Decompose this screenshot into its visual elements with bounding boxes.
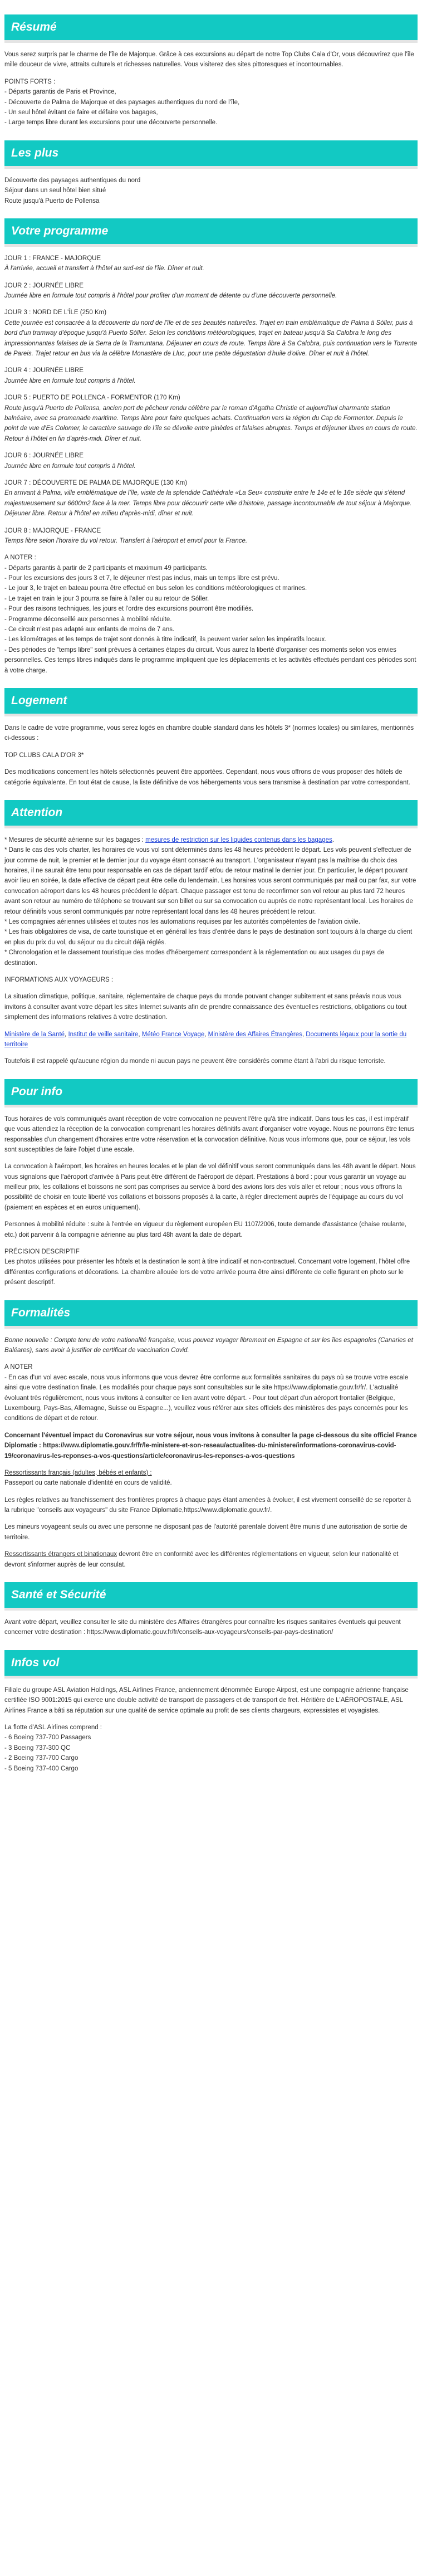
day-block — [4, 451, 418, 471]
link-veille-sanitaire[interactable]: Institut de veille sanitaire — [68, 1031, 139, 1038]
link-affaires-etrangeres[interactable]: Ministère des Affaires Étrangères — [208, 1031, 302, 1038]
section-logement — [0, 688, 422, 788]
day-heading: JOUR 2 : JOURNÉE LIBRE — [4, 282, 84, 289]
day-heading: JOUR 7 : DÉCOUVERTE DE PALMA DE MAJORQUE (130 Km) — [4, 479, 188, 486]
attention-text: La situation climatique, politique, sanitaire, réglementaire de chaque pays du monde pouvant changer subitement et sans préavis nous vous invitons à consulter avant votre départ les sites Internet suivants afin de prendre connaissance des éventuelles restrictions, obligations ou tout simplement des informations relatives à votre destination. — [4, 993, 407, 1021]
nationals-heading: Ressortissants français (adultes, bébés et enfants) : — [4, 1469, 152, 1476]
day-block — [4, 281, 418, 301]
formalites-text: Passeport ou carte nationale d'identité en cours de validité. — [4, 1480, 172, 1487]
divider — [4, 1608, 418, 1611]
logement-text: Dans le cadre de votre programme, vous serez logés en chambre double standard dans les hôtels 3* (normes locales) ou similaires, mentionnés ci-dessous : — [4, 724, 414, 742]
section-title-attention: Attention — [4, 800, 418, 826]
formalites-text: Les mineurs voyageant seuls ou avec une personne ne disposant pas de l'autorité parentale doivent être munis d'une autorisation de sortie de territoire. — [4, 1524, 408, 1541]
section-pour-info — [0, 1079, 422, 1288]
section-title-infos-vol: Infos vol — [4, 1650, 418, 1676]
note-item: - Des périodes de "temps libre" sont prévues à certaines étapes du circuit. Vous aurez la liberté d'organiser ces moments selon vos envies personnelles. Ces temps libres indiqués dans le programme impliquent que les déplacements et les activités effectués pendant ces périodes sont à votre charge. — [4, 646, 416, 674]
info-text: Personnes à mobilité réduite : suite à l'entrée en vigueur du règlement européen EU 1107/2006, toute demande d'assistance (chaise roulante, etc.) doit parvenir à la compagnie aérienne au plus tard 48h avant la date de départ. — [4, 1221, 407, 1238]
divider — [4, 40, 418, 43]
section-resume — [0, 14, 422, 128]
section-title-pour-info: Pour info — [4, 1079, 418, 1105]
day-heading: JOUR 6 : JOURNÉE LIBRE — [4, 452, 84, 460]
fleet-title: La flotte d'ASL Airlines comprend : — [4, 1724, 102, 1731]
note-item: - Le trajet en train le jour 3 pourra se faire à l'aller ou au retour de Sóller. — [4, 595, 209, 602]
formalites-text: Bonne nouvelle : Compte tenu de votre nationalité française, vous pouvez voyager librement en Espagne et sur les îles espagnoles (Canaries et Baléares), sans avoir à justifier de certificat de vaccination Covid. — [4, 1336, 413, 1354]
fleet-item: - 6 Boeing 737-700 Passagers — [4, 1734, 91, 1741]
day-heading: JOUR 8 : MAJORQUE - FRANCE — [4, 527, 101, 534]
formalites-text: - En cas d'un vol avec escale, nous vous informons que vous devrez être conforme aux formalités sanitaires du pays où se trouve votre escale ainsi que votre destination finale. Les modalités pour chaque pays sont consultables sur le site https://www.diplomatie.gouv.fr/fr/. L'actualité évoluant très régulièrement, nous vous invitons à consulter ce lien avant votre départ. - Pour tout départ d'un aéroport frontalier (Belgique, Luxembourg, Pays-Bas, Allemagne, Suisse ou Espagne...), veuillez vous référer aux sites officiels des ministères des pays concernés pour les conditions de départ et de retour. — [4, 1374, 409, 1422]
point-item: - Un seul hôtel évitant de faire et défaire vos bagages, — [4, 109, 158, 116]
note-item: - Pour les excursions des jours 3 et 7, le déjeuner n'est pas inclus, mais un temps libre est prévu. — [4, 575, 279, 582]
formalites-note-title: A NOTER — [4, 1364, 33, 1371]
attention-text: Toutefois il est rappelé qu'aucune région du monde ni aucun pays ne peuvent être considérés comme étant à l'abri du risque terroriste. — [4, 1058, 386, 1065]
info-text: La convocation à l'aéroport, les horaires en heures locales et le plan de vol définitif vous seront communiqués dans les 48h avant le départ. Nous vous signalons que l'aéroport d'arrivée à Paris peut être différent de l'aéroport de départ. Prestations à bord : pour vous garantir un voyage au meilleur prix, les collations et boissons ne sont pas comprises au service à bord des avions lors des vols aller et retour ; nous vous offrons la possibilité de choisir en toute liberté vos collations et boissons proposés à la carte, à régler directement auprès de l'équipage au cours du vol (paiement en espèces et en euros uniquement). — [4, 1163, 416, 1211]
info-text: Tous horaires de vols communiqués avant réception de votre convocation ne peuvent l'être qu'à titre indicatif. Dans tous les cas, il est impératif que vous attendiez la réception de la convocation comprenant les horaires définitifs avant d'organiser votre voyage. Nous ne pourrons être tenus responsables d'un changement d'horaires entre votre réservation et la convocation définitive. Nous vous informons que, pour ce séjour, les vols sont susceptibles de faire l'objet d'une escale. — [4, 1115, 415, 1153]
day-block — [4, 526, 418, 547]
info-text: Les photos utilisées pour présenter les hôtels et la destination le sont à titre indicatif et non-contractuel. Concernant votre logement, l'hôtel offre différentes configurations et décorations. La chambre allouée lors de votre arrivée pourra être ainsi différente de celle figurant en photo sur le présent descriptif. — [4, 1258, 410, 1286]
attention-paragraphs — [4, 835, 418, 968]
airline-text: Filiale du groupe ASL Aviation Holdings, ASL Airlines France, anciennement dénommée Europe Airpost, est une compagnie aérienne française certifiée ISO 9001:2015 qui exerce une double activité de transport de passagers et de transport de fret. Héritière de L'AÉROPOSTALE, ASL Airlines France a bâti sa réputation sur une qualité de service optimale au profit de ses clients chargeurs, expressistes et voyagistes. — [4, 1686, 409, 1714]
divider — [4, 1326, 418, 1329]
section-programme — [0, 218, 422, 676]
day-text: Temps libre selon l'horaire du vol retour. Transfert à l'aéroport et envol pour la France. — [4, 537, 248, 544]
formalites-text: devront être en conformité avec les différentes réglementations en vigueur, selon leur nationalité et devront s'informer auprès de leur consulat. — [4, 1551, 399, 1568]
day-text: Route jusqu'à Puerto de Pollensa, ancien port de pêcheur rendu célèbre par le roman d'Agatha Christie et aujourd'hui charmante station balnéaire, avec sa promenade maritime. Temps libre pour faire quelques achats. Continuation vers la région du Cap de Formentor. Depuis le point de vue d'Es Colomer, le caractère sauvage de l'île se dévoile entre pinèdes et falaises abruptes. Temps et déjeuner libres en cours de route. Retour à l'hôtel en fin d'après-midi. Dîner et nuit. — [4, 404, 418, 442]
note-item: - Programme déconseillé aux personnes à mobilité réduite. — [4, 616, 172, 623]
attention-text: * Chronologation et le classement touristique des modes d'hébergement correspondent à la réglementation ou aux usages du pays de destination. — [4, 949, 385, 967]
day-heading: JOUR 1 : FRANCE - MAJORQUE — [4, 255, 101, 262]
section-les-plus — [0, 140, 422, 206]
day-block — [4, 393, 418, 444]
section-infos-vol — [0, 1650, 422, 1774]
points-title: POINTS FORTS : — [4, 78, 56, 85]
plus-item: Découverte des paysages authentiques du nord — [4, 177, 141, 184]
point-item: - Départs garantis de Paris et Province, — [4, 89, 116, 96]
hotel-name: TOP CLUBS CALA D'OR 3* — [4, 752, 84, 759]
coronavirus-notice: Concernant l'éventuel impact du Coronavirus sur votre séjour, nous vous invitons à consulter la page ci-dessous du site officiel France Diplomatie : https://www.diplomatie.gouv.fr/fr/le-ministere-et-son-reseau/actualites-du-ministere/informations-coronavirus-covid-19/coronavirus-les-reponses-a-vos-questions/article/coronavirus-les-reponses-a-vos-questions — [4, 1432, 417, 1460]
liquids-link[interactable]: mesures de restriction sur les liquides contenus dans les bagages — [145, 836, 332, 843]
section-title-logement: Logement — [4, 688, 418, 714]
note-item: - Pour des raisons techniques, les jours et l'ordre des excursions pourront être modifiés. — [4, 606, 254, 613]
day-block — [4, 308, 418, 359]
day-heading: JOUR 5 : PUERTO DE POLLENCA - FORMENTOR (170 Km) — [4, 394, 180, 402]
attention-text: * Dans le cas des vols charter, les horaires de vous vol sont déterminés dans les 48 heures précédent le départ. Les vols peuvent s'effectuer de jour comme de nuit, le premier et le dernier jour du voyage étant consacré au transport. L'organisateur n'ayant pas la maîtrise du choix des horaires, il ne saurait être tenu pour responsable en cas de départ tardif et/ou de retour matinal le dernier jour. En particulier, le départ pouvant avoir lieu en soirée, la date effective de départ peut être celle du lendemain. Les horaires vous seront communiqués par mail ou par fax, sur votre convocation aéroport dans les 48 heures précédent le départ. Chaque passager est tenu de reconfirmer son vol retour au plus tard 72 heures avant son retour au numéro de téléphone se trouvant sur son billet ou sur sa convocation ou auprès de notre représentant local. Les horaires de retour définitifs vous seront communiqués par notre représentant local dans les 48 heures précédent le retour. — [4, 847, 416, 915]
day-block — [4, 365, 418, 386]
sante-text: Avant votre départ, veuillez consulter le site du ministère des Affaires étrangères pour connaître les risques sanitaires éventuels qui peuvent concerner votre destination : https://www.diplomatie.gouv.fr/fr/conseils-aux-voyageurs/conseils-par-pays-destination/ — [4, 1619, 401, 1636]
day-block — [4, 253, 418, 274]
note-title: A NOTER : — [4, 554, 36, 562]
divider — [4, 1105, 418, 1108]
attention-text: * Mesures de sécurité aérienne sur les bagages : — [4, 836, 146, 843]
attention-text: * Les compagnies aériennes utilisées et toutes nos les automations requises par les autorités compétentes de l'aviation civile. — [4, 919, 360, 926]
link-documents-legaux[interactable]: Documents légaux pour la sortie du territoire — [4, 1031, 407, 1048]
formalites-text: Les règles relatives au franchissement des frontières propres à chaque pays étant amenées à évoluer, il est vivement conseillé de se reporter à la rubrique "conseils aux voyageurs" du site France Diplomatie,https://www.diplomatie.gouv.fr/. — [4, 1496, 411, 1514]
point-item: - Large temps libre durant les excursions pour une découverte personnelle. — [4, 119, 218, 126]
divider — [4, 166, 418, 169]
precision-title: PRÉCISION DESCRIPTIF — [4, 1248, 80, 1256]
section-attention — [0, 800, 422, 1067]
link-sante[interactable]: Ministère de la Santé — [4, 1031, 65, 1038]
note-item: - Départs garantis à partir de 2 participants et maximum 49 participants. — [4, 564, 208, 572]
attention-text: . — [332, 836, 334, 843]
section-title-resume: Résumé — [4, 14, 418, 40]
section-title-les-plus: Les plus — [4, 140, 418, 166]
day-heading: JOUR 4 : JOURNÉE LIBRE — [4, 367, 84, 374]
day-text: Journée libre en formule tout compris à l'hôtel pour profiter d'un moment de détente ou d'une découverte personnelle. — [4, 292, 337, 300]
divider — [4, 244, 418, 247]
section-formalites — [0, 1300, 422, 1570]
section-title-sante: Santé et Sécurité — [4, 1582, 418, 1608]
link-meteo[interactable]: Météo France Voyage — [141, 1031, 205, 1038]
foreigners-heading: Ressortissants étrangers et binationaux — [4, 1551, 117, 1558]
logement-text: Des modifications concernent les hôtels sélectionnés peuvent être apportées. Cependant, nous vous offrons de vous proposer des hôtels de catégorie équivalente. En tout état de cause, la liste définitive de vos hébergements vous sera transmise à destination par votre correspondant. — [4, 769, 410, 786]
section-title-formalites: Formalités — [4, 1300, 418, 1326]
day-text: Journée libre en formule tout compris à l'hôtel. — [4, 377, 136, 384]
section-title-programme: Votre programme — [4, 218, 418, 244]
day-heading: JOUR 3 : NORD DE L'ÎLE (250 Km) — [4, 309, 107, 316]
day-text: À l'arrivée, accueil et transfert à l'hôtel au sud-est de l'île. Dîner et nuit. — [4, 265, 204, 272]
fleet-item: - 2 Boeing 737-700 Cargo — [4, 1755, 78, 1762]
day-text: En arrivant à Palma, ville emblématique de l'île, visite de la splendide Cathédrale «La Seu» construite entre le 14e et le 16e siècle qui s'étend majestueusement sur 6600m2 face à la mer. Temps libre pour découvrir cette ville d'histoire, passage incontournable de tout séjour à Majorque. Déjeuner libre. Retour à l'hôtel en milieu d'après-midi, dîner et nuit. — [4, 490, 412, 518]
divider — [4, 714, 418, 716]
day-text: Journée libre en formule tout compris à l'hôtel. — [4, 462, 136, 470]
plus-item: Route jusqu'à Puerto de Pollensa — [4, 197, 100, 204]
divider — [4, 1676, 418, 1679]
attention-text: * Les frais obligatoires de visa, de carte touristique et en général les frais d'entrée dans le pays de destination sont toujours à la charge du client en plus du prix du vol, du séjour ou du circuit déjà réglés. — [4, 929, 413, 946]
section-sante — [0, 1582, 422, 1638]
plus-item: Séjour dans un seul hôtel bien situé — [4, 187, 106, 194]
day-block — [4, 478, 418, 519]
note-item: - Les kilométrages et les temps de trajet sont donnés à titre indicatif, ils peuvent varier selon les impératifs locaux. — [4, 636, 327, 643]
official-links: Ministère de la Santé, Institut de veille sanitaire, Météo France Voyage, Ministère des Affaires Étrangères, Documents légaux pour la sortie du territoire — [4, 1031, 407, 1048]
note-item: - Le jour 3, le trajet en bateau pourra être effectué en bus selon les conditions météorologiques et marines. — [4, 585, 307, 592]
note-item: - Ce circuit n'est pas adapté aux enfants de moins de 7 ans. — [4, 626, 175, 633]
day-text: Cette journée est consacrée à la découverte du nord de l'île et de ses beautés naturelles. Trajet en train emblématique de Palma à Sóller, puis à bord d'un tramway d'époque jusqu'à Puerto Sóller. Selon les conditions météorologiques, trajet en bateau jusqu'à Sa Calobra le long des impressionnantes falaises de la Serra de la Tramuntana. Déjeuner en cours de route. Temps libre à Sa Calobra, puis continuation vers le Torrente de Pareis. Trajet retour en bus via la célèbre Monastère de Lluc, pour une petite dégustation d'huile d'olive. Dîner et nuit à l'hôtel. — [4, 319, 418, 358]
divider — [4, 826, 418, 828]
info-title: INFORMATIONS AUX VOYAGEURS : — [4, 977, 114, 983]
point-item: - Découverte de Palma de Majorque et des paysages authentiques du nord de l'île, — [4, 99, 240, 106]
fleet-item: - 5 Boeing 737-400 Cargo — [4, 1765, 78, 1772]
resume-intro: Vous serez surpris par le charme de l'île de Majorque. Grâce à ces excursions au départ de notre Top Clubs Cala d'Or, vous découvrirez que l'île mille douceur de vivre, attraits culturels et richesses naturelles. Vous visiterez des sites pittoresques et incontournables. — [4, 51, 414, 69]
fleet-item: - 3 Boeing 737-300 QC — [4, 1744, 71, 1752]
